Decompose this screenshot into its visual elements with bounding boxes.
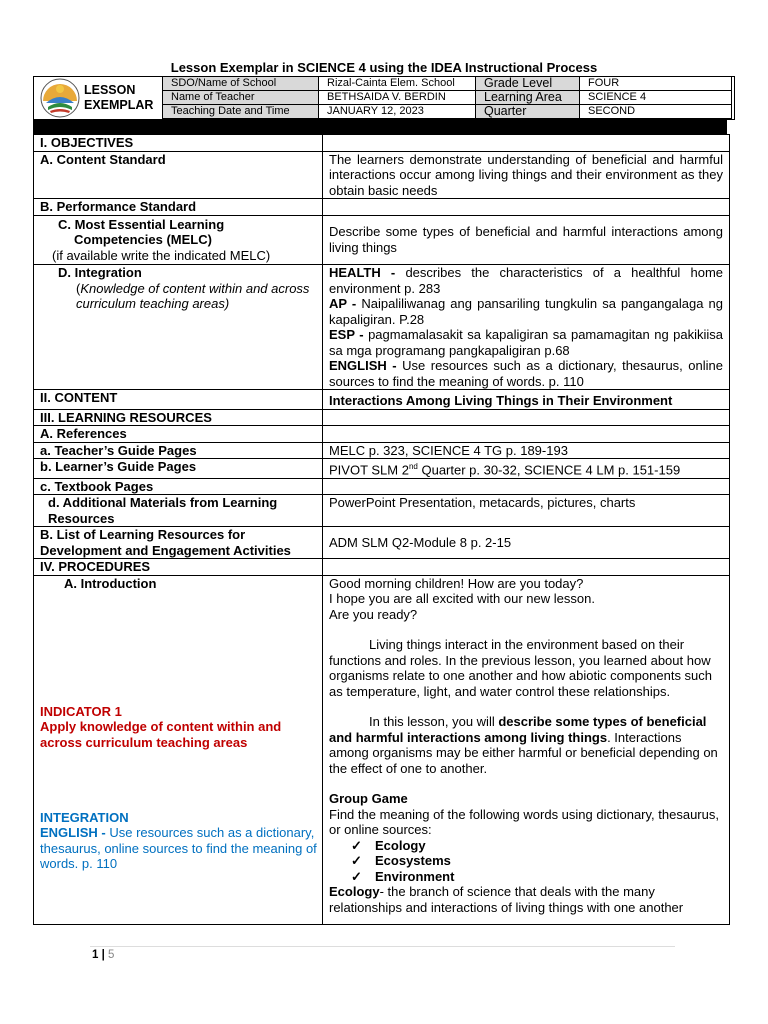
melc-label: C. Most Essential Learning Competencies (MELC) (if available write the indicated MELC) [34,215,323,265]
school-label: SDO/Name of School [163,77,319,91]
indicator-text: Apply knowledge of content within and across curriculum teaching areas [40,719,282,750]
integration-block [40,810,318,872]
quarter-label: Quarter [476,105,580,119]
logo-line-1: LESSON [84,83,136,97]
group-game-text: Find the meaning of the following words using dictionary, thesaurus, or online sources: [329,806,719,838]
resource-list-value: ADM SLM Q2-Module 8 p. 2-15 [323,527,730,559]
deped-seal-icon [36,77,84,119]
integration-english-note: ENGLISH - Use resources such as a dictionary, thesaurus, online sources to find the meaning of words. p. 110 [40,825,317,872]
lesson-table [33,134,730,925]
introduction-content [323,575,730,924]
resource-list-label: B. List of Learning Resources for Development and Engagement Activities [34,527,323,559]
word-item: ✓ Ecosystems [351,853,451,869]
melc-text: Describe some types of beneficial and harmful interactions among living things [323,215,730,265]
content-heading: II. CONTENT [34,390,323,410]
date-label: Teaching Date and Time [163,105,319,119]
greeting-2: I hope you are all excited with our new lesson. [329,591,595,607]
word-item: ✓ Environment [351,868,455,884]
learners-guide-value: PIVOT SLM 2nd Quarter p. 30-32, SCIENCE 4 LM p. 151-159 [323,459,730,479]
resources-heading: III. LEARNING RESOURCES [34,409,323,426]
header-grid [162,76,732,119]
document-title: Lesson Exemplar in SCIENCE 4 using the IDEA Instructional Process [170,60,598,75]
references-label: A. References [34,426,323,443]
teachers-guide-value: MELC p. 323, SCIENCE 4 TG p. 189-193 [323,442,730,459]
greeting-3: Are you ready? [329,606,418,622]
quarter-value: SECOND [580,105,732,119]
learning-area-value: SCIENCE 4 [580,91,732,105]
procedures-heading: IV. PROCEDURES [34,559,323,576]
integration-title: INTEGRATION [40,809,129,825]
intro-paragraph-1: Living things interact in the environment based on their functions and roles. In the previous lesson, you learned about how organisms relate to one another and how abiotic components such as temperature, light, and water control these relationships. [329,637,713,699]
integration-label: D. Integration (Knowledge of content within and across curriculum teaching areas) [34,265,323,390]
additional-materials-label: d. Additional Materials from Learning Resources [34,495,323,527]
integration-esp: ESP - pagmamalasakit sa kapaligiran sa pamamagitan ng pakikiisa sa mga programang pangkapaligiran p.68 [329,327,724,358]
learning-area-label: Learning Area [476,91,580,105]
integration-health: HEALTH - describes the characteristics of a healthful home environment p. 283 [329,265,723,296]
indicator-block [40,704,318,751]
introduction-label-cell [34,575,323,924]
logo-line-2: EXEMPLAR [84,98,154,112]
indicator-title: INDICATOR 1 [40,703,122,719]
greeting-1: Good morning children! How are you today? [329,575,584,591]
content-standard-text: The learners demonstrate understanding of beneficial and harmful interactions occur among living things and their environment as they obtain basic needs [323,151,730,199]
integration-english: ENGLISH - Use resources such as a dictionary, thesaurus, online sources to find the meaning of words. p. 110 [329,358,723,389]
lesson-header [33,76,735,120]
objectives-heading: I. OBJECTIVES [34,135,323,152]
date-value: JANUARY 12, 2023 [319,105,476,119]
integration-list [323,265,730,390]
teacher-label: Name of Teacher [163,91,319,105]
textbook-label: c. Textbook Pages [34,478,323,495]
learners-guide-label: b. Learner’s Guide Pages [34,459,323,479]
group-game-title: Group Game [329,791,408,807]
intro-paragraph-2: In this lesson, you will describe some types of beneficial and harmful interactions among living things. Interactions among organisms may be either harmful or beneficial depending on the effect of one to another. [329,714,718,776]
grade-level-value: FOUR [580,77,732,91]
header-divider [33,120,727,134]
word-item: ✓ Ecology [351,837,426,853]
teacher-value: BETHSAIDA V. BERDIN [319,91,476,105]
performance-standard-label: B. Performance Standard [34,199,323,216]
school-value: Rizal-Cainta Elem. School [319,77,476,91]
additional-materials-value: PowerPoint Presentation, metacards, pictures, charts [323,495,730,527]
integration-ap: AP - Naipaliliwanag ang pansariling tungkulin sa pangangalaga ng kapaligiran. P.28 [329,296,724,327]
grade-level-label: Grade Level [476,77,580,91]
content-standard-label: A. Content Standard [34,151,323,199]
introduction-label: A. Introduction [64,575,157,591]
teachers-guide-label: a. Teacher’s Guide Pages [34,442,323,459]
content-text: Interactions Among Living Things in Their Environment [323,390,730,410]
logo [34,77,162,119]
ecology-definition: Ecology- the branch of science that deals with the many relationships and interactions of living things with one another [329,884,684,915]
page-number: 1 | 5 [92,949,115,961]
footer-rule [90,946,675,947]
